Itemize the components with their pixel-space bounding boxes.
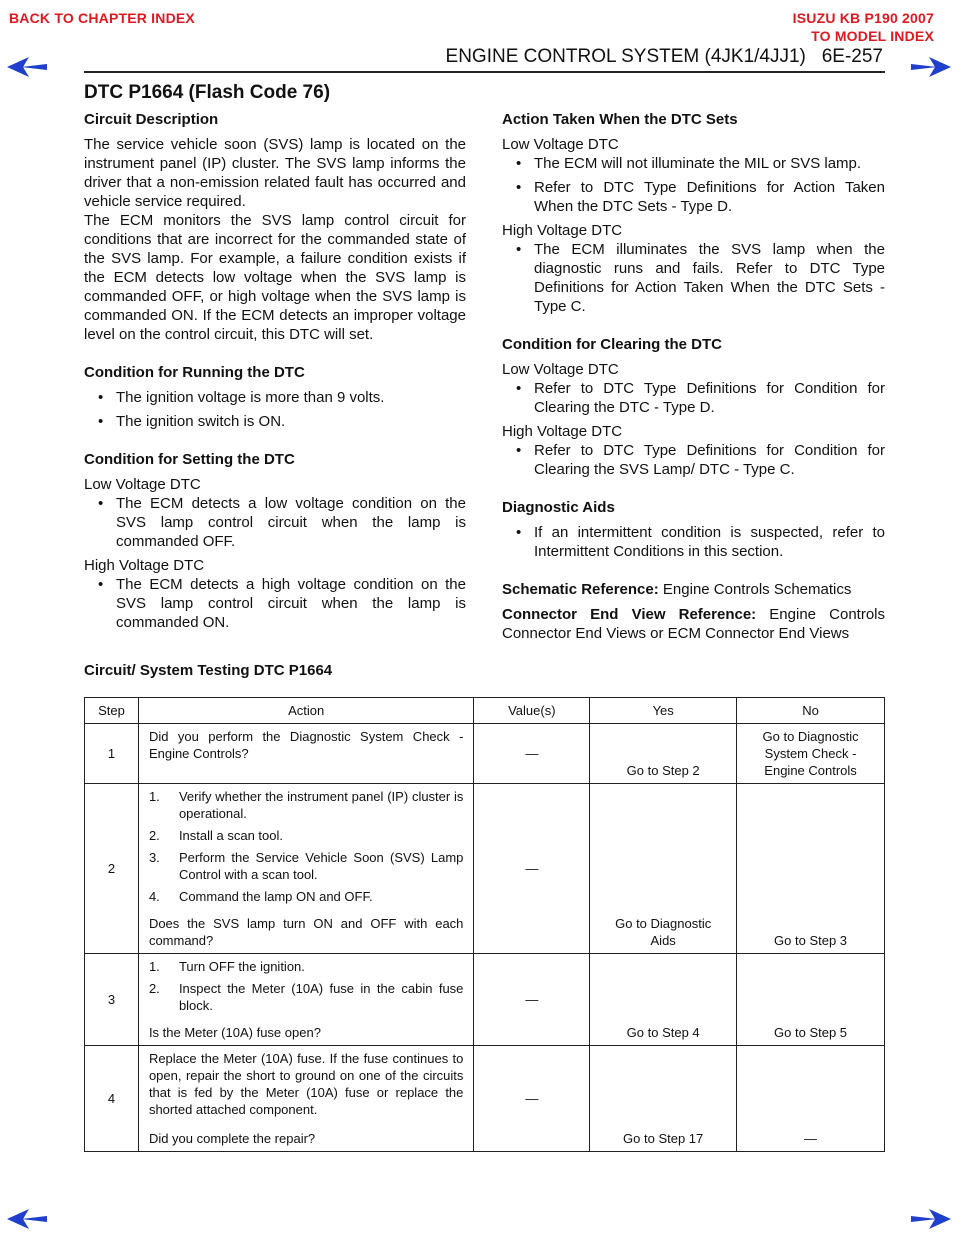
step-action [138,784,473,954]
diagnostic-aids-heading: Diagnostic Aids [502,499,615,516]
header-values: Value(s) [474,698,590,724]
list-item: • Refer to DTC Type Definitions for Condition for Clearing the SVS Lamp/ DTC - Type C. [502,441,885,479]
list-item-text: Turn OFF the ignition. [178,959,305,974]
list-item: 2. Inspect the Meter (10A) fuse in the cabin fuse block. [148,981,464,1013]
header-action: Action [138,698,473,724]
step-values: — [474,954,590,1046]
list-item: • The ignition voltage is more than 9 volts. [84,388,466,407]
schematic-reference-text: Engine Controls Schematics [658,581,852,598]
action-low-list [502,154,885,216]
step-number: 4 [85,1046,139,1152]
arrow-left-icon[interactable] [7,1208,51,1230]
diagnostic-steps-table [84,697,885,1152]
action-heading: Action Taken When the DTC Sets [502,111,738,128]
list-item: • The ECM illuminates the SVS lamp when the diagnostic runs and fails. Refer to DTC Type Definitions for Action Taken When the DTC Sets - Type C. [502,240,885,316]
circuit-description-heading: Circuit Description [84,111,219,128]
step-values: — [474,724,590,784]
list-item: 4. Command the lamp ON and OFF. [148,889,373,904]
step-instruction: Replace the Meter (10A) fuse. If the fuse continues to open, repair the short to ground on one of the circuits that is fed by the Meter (10A) fuse or replace the shorted attached component. [148,1051,464,1117]
header-rule [84,71,885,73]
schematic-reference-label: Schematic Reference: [502,581,659,598]
step-action [138,724,473,784]
list-item: • Refer to DTC Type Definitions for Action Taken When the DTC Sets - Type D. [502,178,885,216]
setting-high-label: High Voltage DTC [84,557,205,574]
vehicle-model-title[interactable]: ISUZU KB P190 2007 [792,10,934,26]
page-title: DTC P1664 (Flash Code 76) [84,82,331,103]
table-row [85,724,885,784]
action-high-label: High Voltage DTC [502,222,623,239]
step-no[interactable]: Go to Step 5 [737,954,885,1046]
step-yes[interactable]: Go to Diagnostic Aids [590,784,737,954]
step-question: Did you perform the Diagnostic System Check - Engine Controls? [148,729,464,761]
clearing-low-label: Low Voltage DTC [502,361,619,378]
list-item: • If an intermittent condition is suspected, refer to Intermittent Conditions in this section. [502,523,885,561]
running-list [84,388,466,431]
setting-low-label: Low Voltage DTC [84,476,201,493]
table-row [85,1046,885,1152]
arrow-left-icon[interactable] [7,56,51,78]
action-high-list [502,240,885,316]
header-step: Step [85,698,139,724]
table-header-row [85,698,885,724]
step-action [138,954,473,1046]
step-number: 2 [85,784,139,954]
step-action [138,1046,473,1152]
list-item: • The ignition switch is ON. [84,412,466,431]
diagnostic-aids-list [502,523,885,561]
list-item: • Refer to DTC Type Definitions for Condition for Clearing the DTC - Type D. [502,379,885,417]
step-yes[interactable]: Go to Step 4 [590,954,737,1046]
step-no[interactable]: — [737,1046,885,1152]
step-question: Does the SVS lamp turn ON and OFF with each command? [148,916,464,948]
to-model-index-link[interactable]: TO MODEL INDEX [811,28,934,44]
circuit-description-p1: The service vehicle soon (SVS) lamp is located on the instrument panel (IP) cluster. The SVS lamp informs the driver that a non-emission related fault has occurred and vehicle service required. [84,136,466,210]
step-yes[interactable]: Go to Step 17 [590,1046,737,1152]
connector-reference [502,605,885,643]
list-item: 2. Install a scan tool. [148,828,283,843]
header-yes: Yes [590,698,737,724]
list-item-text: Inspect the Meter (10A) fuse in the cabin fuse block. [178,981,464,1013]
list-item-text: Install a scan tool. [178,828,283,843]
clearing-heading: Condition for Clearing the DTC [502,336,722,353]
list-item: • The ECM will not illuminate the MIL or SVS lamp. [502,154,885,173]
list-item: 1. Verify whether the instrument panel (IP) cluster is operational. [148,789,464,821]
arrow-right-icon[interactable] [907,1208,951,1230]
setting-low-list [84,494,466,551]
list-item-text: Perform the Service Vehicle Soon (SVS) Lamp Control with a scan tool. [178,850,464,882]
arrow-right-icon[interactable] [907,56,951,78]
step-no[interactable]: Go to Step 3 [737,784,885,954]
list-item: • The ECM detects a low voltage condition on the SVS lamp control circuit when the lamp is commanded OFF. [84,494,466,551]
list-item: • The ECM detects a high voltage condition on the SVS lamp control circuit when the lamp is commanded ON. [84,575,466,632]
clearing-high-label: High Voltage DTC [502,423,623,440]
step-list [149,788,463,905]
running-heading: Condition for Running the DTC [84,364,305,381]
list-item-text: Command the lamp ON and OFF. [178,889,373,904]
setting-high-list [84,575,466,632]
back-to-chapter-link[interactable]: BACK TO CHAPTER INDEX [9,10,195,26]
page-header-title: ENGINE CONTROL SYSTEM (4JK1/4JJ1) 6E-257 [445,46,883,67]
setting-heading: Condition for Setting the DTC [84,451,295,468]
table-row [85,784,885,954]
step-number: 1 [85,724,139,784]
step-no[interactable]: Go to Diagnostic System Check - Engine Controls [737,724,885,784]
action-low-label: Low Voltage DTC [502,136,619,153]
schematic-reference [502,580,885,599]
right-column [502,110,885,649]
step-yes[interactable]: Go to Step 2 [590,724,737,784]
step-values: — [474,1046,590,1152]
table-row [85,954,885,1046]
clearing-low-list [502,379,885,417]
step-values: — [474,784,590,954]
connector-reference-label: Connector End View Reference: [502,606,757,623]
step-list [149,958,463,1014]
list-item: 3. Perform the Service Vehicle Soon (SVS) Lamp Control with a scan tool. [148,850,464,882]
step-question: Did you complete the repair? [148,1131,316,1146]
list-item: 1. Turn OFF the ignition. [148,959,305,974]
header-no: No [737,698,885,724]
left-column [84,110,466,638]
testing-heading: Circuit/ System Testing DTC P1664 [84,662,333,679]
list-item-text: Verify whether the instrument panel (IP) cluster is operational. [178,789,464,821]
step-number: 3 [85,954,139,1046]
connector-reference-text: Engine Controls Connector End Views or ECM Connector End Views [502,606,885,642]
step-question: Is the Meter (10A) fuse open? [148,1025,321,1040]
circuit-description-p2: The ECM monitors the SVS lamp control circuit for conditions that are incorrect for the commanded state of the SVS lamp. For example, a failure condition exists if the ECM detects low voltage when the SVS lamp is commanded OFF, or high voltage when the SVS lamp is commanded ON. If the ECM detects an improper voltage level on the control circuit, this DTC will set. [84,212,466,343]
clearing-high-list [502,441,885,479]
